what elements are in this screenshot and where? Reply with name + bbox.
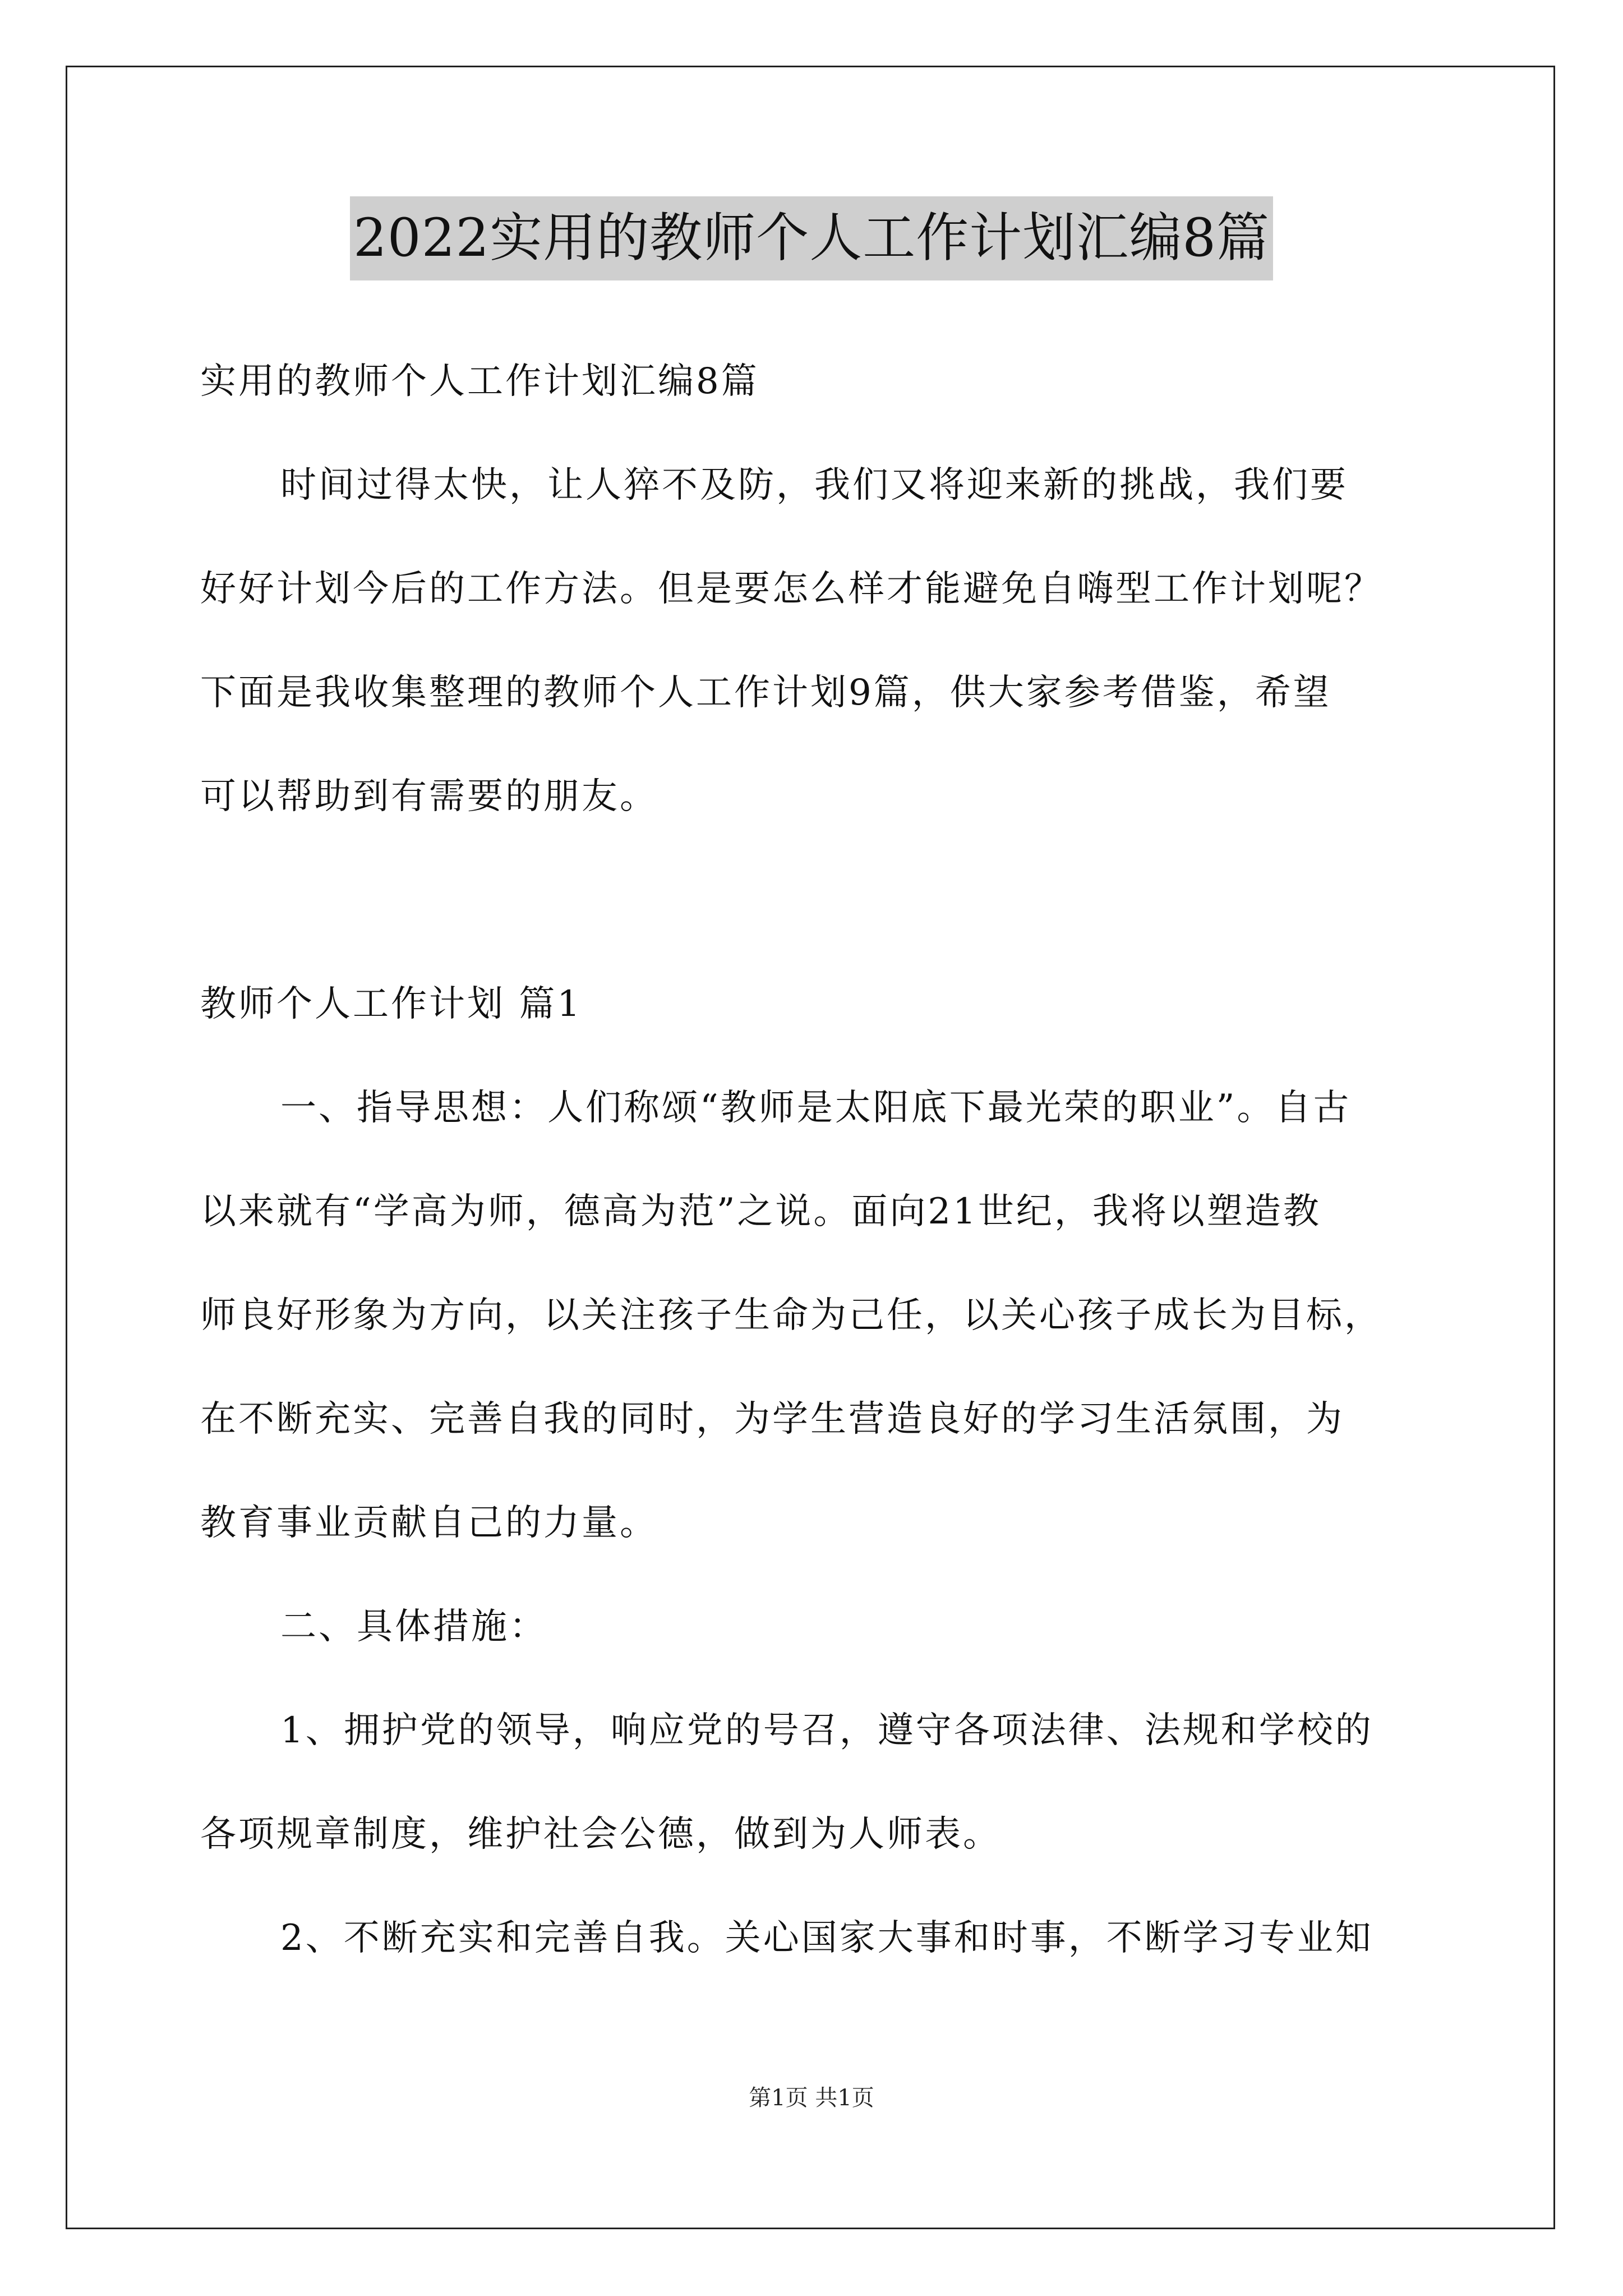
- paragraph-line: 1、拥护党的领导，响应党的号召，遵守各项法律、法规和学校的: [280, 1710, 1373, 1751]
- document-title: 2022实用的教师个人工作计划汇编8篇: [350, 196, 1273, 280]
- paragraph-line: 好好计划今后的工作方法。但是要怎么样才能避免自嗨型工作计划呢？: [200, 568, 1382, 610]
- page-footer: 第1页 共1页: [749, 2085, 874, 2111]
- paragraph-line: 教育事业贡献自己的力量。: [200, 1502, 658, 1544]
- title-container: [0, 196, 1623, 280]
- paragraph-line: 二、具体措施：: [280, 1606, 547, 1648]
- paragraph-line: 在不断充实、完善自我的同时，为学生营造良好的学习生活氛围，为: [200, 1398, 1344, 1440]
- paragraph-line: 2、不断充实和完善自我。关心国家大事和时事，不断学习专业知: [280, 1917, 1373, 1959]
- subtitle-line: 实用的教师个人工作计划汇编8篇: [200, 361, 759, 402]
- paragraph-line: 以来就有“学高为师，德高为范”之说。面向21世纪，我将以塑造教: [200, 1191, 1321, 1232]
- section-heading: 教师个人工作计划 篇1: [200, 983, 583, 1025]
- paragraph-line: 各项规章制度，维护社会公德，做到为人师表。: [200, 1814, 1001, 1855]
- paragraph-line: 下面是我收集整理的教师个人工作计划9篇，供大家参考借鉴，希望: [200, 672, 1331, 714]
- paragraph-line: 可以帮助到有需要的朋友。: [200, 776, 658, 817]
- paragraph-line: 时间过得太快，让人猝不及防，我们又将迎来新的挑战，我们要: [280, 464, 1348, 506]
- paragraph-line: 师良好形象为方向，以关注孩子生命为己任，以关心孩子成长为目标，: [200, 1295, 1382, 1336]
- paragraph-line: 一、指导思想：人们称颂“教师是太阳底下最光荣的职业”。自古: [280, 1087, 1352, 1129]
